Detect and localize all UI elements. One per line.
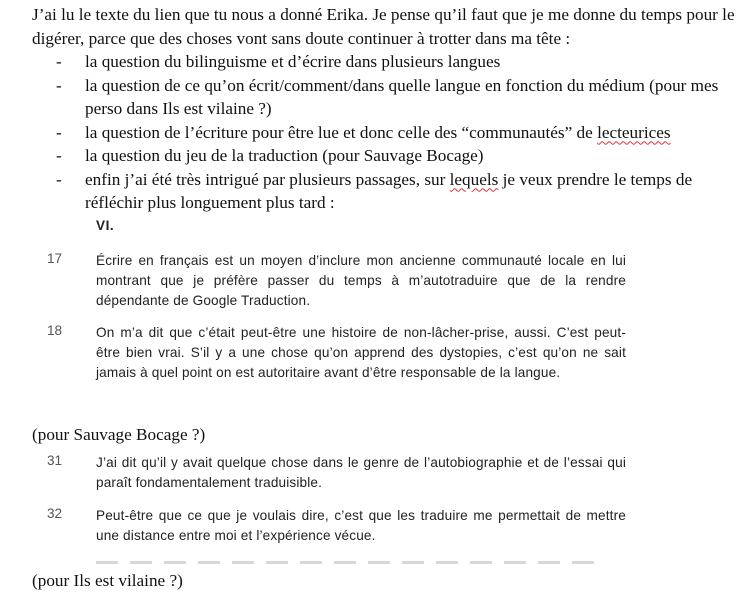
spellcheck-underlined-word[interactable]: lequels: [449, 169, 499, 189]
quote-text: On m’a dit que c’était peut-être une histoire de non-lâcher-prise, aussi. C’est peut-être bien vrai. S’il y a une chose qu’on apprend des dystopies, c’est qu’on ne sait jamais à quel point on est autoritaire avant d’être responsable de la langue.: [96, 325, 626, 380]
list-item: [32, 121, 747, 145]
list-item: [32, 74, 747, 121]
bullet-list: [32, 50, 747, 215]
intro-paragraph: J’ai lu le texte du lien que tu nous a donné Erika. Je pense qu’il faut que je me donne du temps pour le digérer, parce que des choses vont sans doute continuer à trotter dans ma tête :: [32, 5, 735, 48]
bullet-dash: -: [56, 146, 62, 165]
bullet-text: la question du bilinguisme et d’écrire dans plusieurs langues: [85, 52, 501, 71]
bullet-text-tail: je veux prendre le temps de réfléchir plus longuement plus tard :: [85, 169, 693, 212]
quote-number: 31: [47, 453, 63, 468]
quote-text: Écrire en français est un moyen d’inclure mon ancienne communauté locale en lui montrant que je préfère passer du temps à m’autotraduire que de la rendre dépendante de Google Traduction.: [96, 253, 626, 308]
cropped-text-remnant: [96, 561, 596, 564]
list-item: [32, 168, 747, 215]
bullet-dash: -: [56, 122, 62, 142]
bullet-text: la question de ce qu’on écrit/comment/dans quelle langue en fonction du médium (pour mes perso dans Ils est vilaine ?): [85, 75, 719, 118]
caption-ils-est-vilaine: (pour Ils est vilaine ?): [32, 571, 183, 590]
bullet-dash: -: [56, 169, 62, 189]
quote-text: Peut-être que ce que je voulais dire, c’est que les traduire me permettait de mettre une distance entre moi et l’expérience vécue.: [96, 508, 626, 543]
excerpt-heading: VI.: [96, 218, 115, 233]
quote-number: 32: [47, 506, 63, 521]
bullet-dash: -: [56, 52, 62, 71]
quote-number: 18: [47, 323, 63, 338]
quote-text: J’ai dit qu’il y avait quelque chose dans le genre de l’autobiographie et de l’essai qui paraît fondamentalement traduisible.: [96, 455, 626, 490]
list-item: [32, 144, 747, 168]
spellcheck-underlined-word[interactable]: lecteurices: [597, 122, 671, 142]
list-item: [32, 50, 747, 74]
caption-sauvage-bocage: (pour Sauvage Bocage ?): [32, 425, 206, 444]
bullet-text: enfin j’ai été très intrigué par plusieurs passages, sur: [85, 169, 450, 189]
bullet-text: la question du jeu de la traduction (pour Sauvage Bocage): [85, 146, 484, 165]
bullet-dash: -: [56, 75, 62, 95]
bullet-text: la question de l’écriture pour être lue et donc celle des “communautés” de: [85, 122, 598, 142]
quote-number: 17: [47, 251, 63, 266]
